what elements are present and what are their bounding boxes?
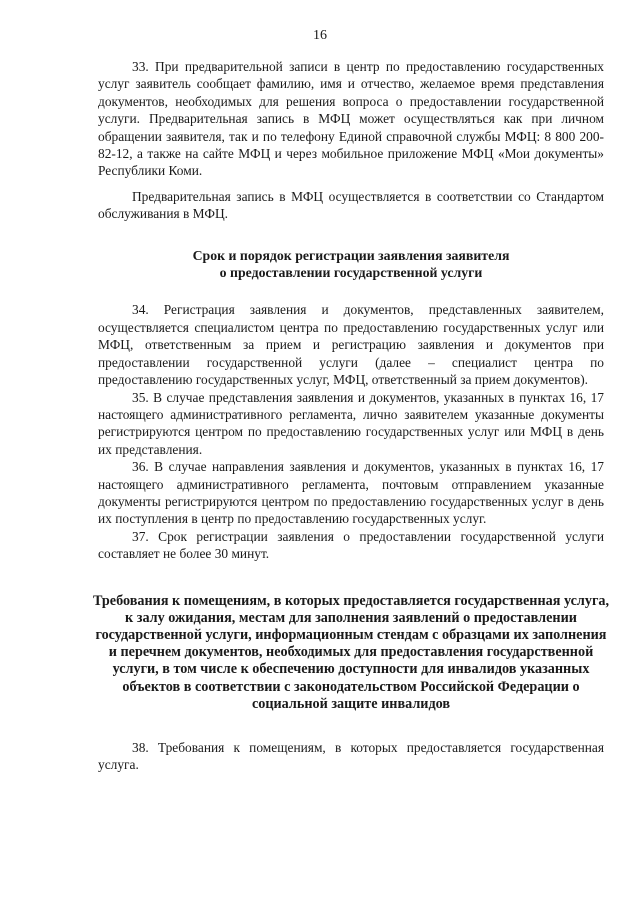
paragraph-36: 36. В случае направления заявления и документов, указанных в пунктах 16, 17 настоящего административного регламента, почтовым отправлением указанные документы регистрируются центром по предоставлению государственных услуг в день их поступления в центр по предоставлению государственных услуг.: [98, 459, 604, 527]
section-heading-requirements: Требования к помещениям, в которых предоставляется государственная услуга, к залу ожидания, местам для заполнения заявлений о предоставлении государственной услуги, информационным стендам с образцами их заполнения и перечнем документов, необходимых для предоставления государственной услуги, в том числе к обеспечению доступности для инвалидов указанных объектов в соответствии с законодательством Российской Федерации о социальной защите инвалидов: [92, 592, 610, 712]
paragraph-38: 38. Требования к помещениям, в которых предоставляется государственная услуга.: [98, 739, 604, 773]
heading-line: Срок и порядок регистрации заявления заявителя: [192, 247, 510, 263]
page-number: 16: [313, 28, 327, 43]
paragraph-37: 37. Срок регистрации заявления о предоставлении государственной услуги составляет не более 30 минут.: [98, 528, 604, 562]
section-heading-registration: [98, 247, 604, 282]
heading-line: о предоставлении государственной услуги: [219, 265, 483, 281]
paragraph-34: 34. Регистрация заявления и документов, представленных заявителем, осуществляется специалистом центра по предоставлению государственных услуг или МФЦ, ответственным за прием и регистрацию заявления и документов при предоставлении государственной услуги (далее – специалист центра по предоставлению государственных услуг, МФЦ, ответственный за прием документов).: [98, 302, 604, 388]
paragraph-booking-standard: Предварительная запись в МФЦ осуществляется в соответствии со Стандартом обслуживания в МФЦ.: [98, 188, 604, 222]
paragraph-35: 35. В случае представления заявления и документов, указанных в пунктах 16, 17 настоящего административного регламента, лично заявителем указанные документы регистрируются центром по предоставлению государственных услуг или МФЦ в день их представления.: [98, 389, 604, 457]
paragraph-33: 33. При предварительной записи в центр по предоставлению государственных услуг заявитель сообщает фамилию, имя и отчество, желаемое время представления документов, необходимых для решения вопроса о предоставлении государственной услуги. Предварительная запись в МФЦ может осуществляться как при личном обращении заявителя, так и по телефону Единой справочной службы МФЦ: 8 800 200-82-12, а также на сайте МФЦ и через мобильное приложение МФЦ «Мои документы» Республики Коми.: [98, 59, 604, 179]
document-body: [92, 58, 610, 774]
